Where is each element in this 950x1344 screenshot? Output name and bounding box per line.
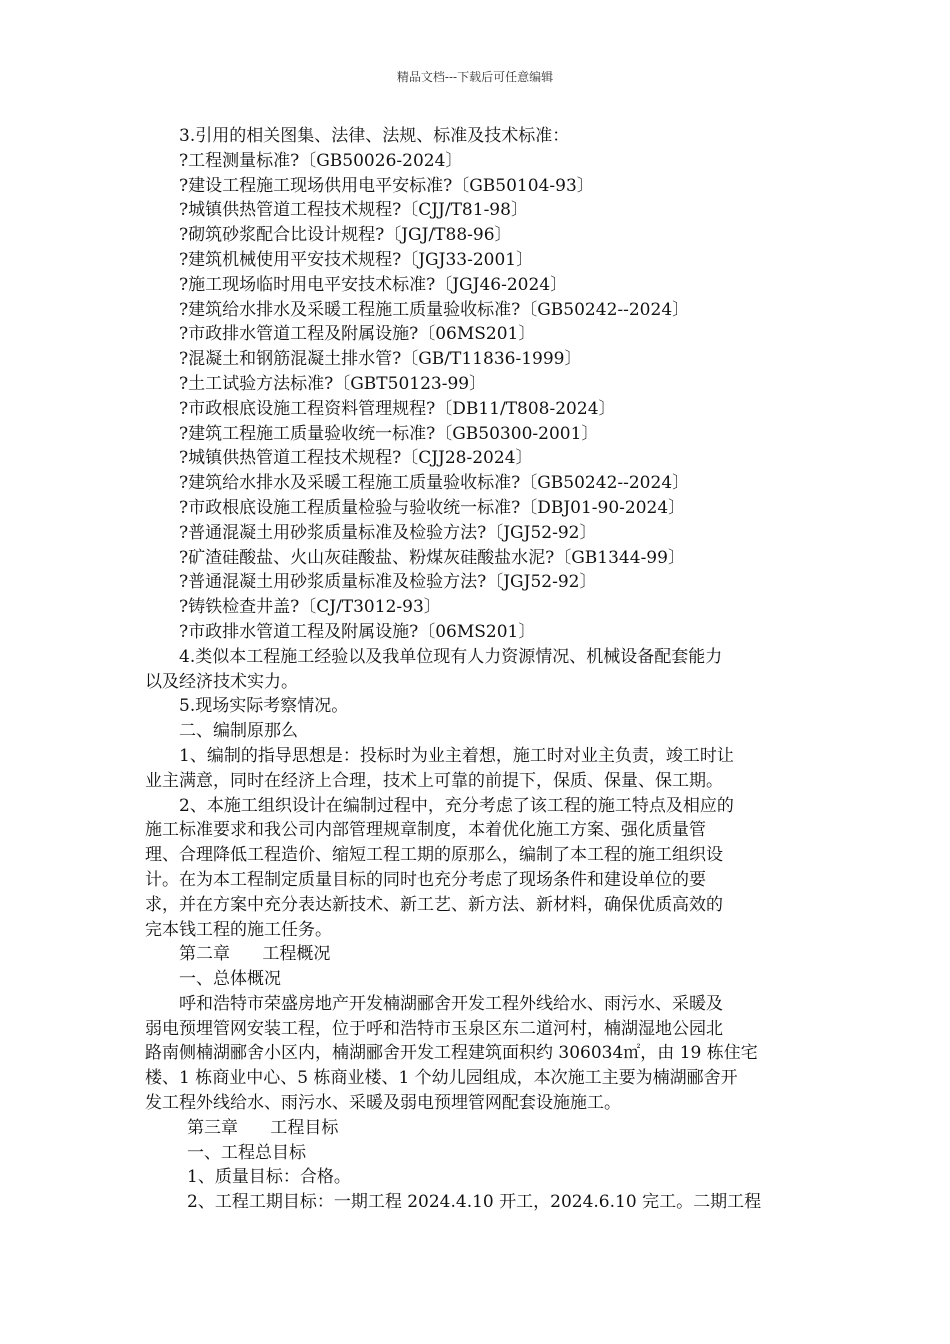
standard-item: ?铸铁检查井盖?〔CJ/T3012-93〕 [179, 597, 441, 618]
standard-item: ?建筑给水排水及采暖工程施工质量验收标准?〔GB50242--2024〕 [179, 473, 690, 494]
chapter-heading-goals: 第三章 工程目标 [187, 1117, 339, 1138]
standard-item: ?矿渣硅酸盐、火山灰硅酸盐、粉煤灰硅酸盐水泥?〔GB1344-99〕 [179, 547, 685, 568]
paragraph-design-principle: 2、本施工组织设计在编制过程中，充分考虑了该工程的施工特点及相应的 施工标准要求和我公司内部管理规章制度，本着优化施工方案、强化质量管 理、合理降低工程造价、缩短工程工期的原那么，编制了本工程的施工组织设 计。在为本工程制定质量目标的同时也充分考虑了现场条件和建设单位的要 求，并在方案中充分表达新技术、新工艺、新方法、新材料，确保优质高效的 完本钱工程的施工任务。 [145, 795, 734, 940]
standard-item: ?建筑给水排水及采暖工程施工质量验收标准?〔GB50242--2024〕 [179, 299, 690, 320]
paragraph-project-overview: 呼和浩特市荣盛房地产开发楠湖郦舍开发工程外线给水、雨污水、采暖及 弱电预埋管网安装工程，位于呼和浩特市玉泉区东二道河村，楠湖湿地公园北 路南侧楠湖郦舍小区内，楠湖郦舍开发工程建筑面积约 306034㎡，由 19 栋住宅 楼、1 栋商业中心、5 栋商业楼、1 个幼儿园组成，本次施工主要为楠湖郦舍开 发工程外线给水、雨污水、采暖及弱电预埋管网配套设施施工。 [145, 993, 758, 1114]
section-heading-principles: 二、编制原那么 [179, 721, 298, 742]
standard-item: ?普通混凝土用砂浆质量标准及检验方法?〔JGJ52-92〕 [179, 572, 597, 593]
section-heading-goals: 一、工程总目标 [187, 1142, 306, 1163]
chapter-heading-overview: 第二章 工程概况 [179, 944, 331, 965]
standard-item: ?建设工程施工现场供用电平安标准?〔GB50104-93〕 [179, 175, 594, 196]
standard-item: ?城镇供热管道工程技术规程?〔CJJ/T81-98〕 [179, 200, 528, 221]
schedule-goal-line: 2、工程工期目标：一期工程 2024.4.10 开工，2024.6.10 完工。二期工程 [187, 1192, 762, 1213]
standard-item: ?混凝土和钢筋混凝土排水管?〔GB/T11836-1999〕 [179, 349, 582, 370]
standard-item: ?城镇供热管道工程技术规程?〔CJJ28-2024〕 [179, 448, 533, 469]
standard-item: ?建筑机械使用平安技术规程?〔JGJ33-2001〕 [179, 249, 534, 270]
standards-list [145, 124, 809, 645]
standard-item: ?施工现场临时用电平安技术标准?〔JGJ46-2024〕 [179, 274, 568, 295]
paragraph-experience: 4.类似本工程施工经验以及我单位现有人力资源情况、机械设备配套能力 以及经济技术实力。 [145, 646, 723, 692]
standards-heading: 3.引用的相关图集、法律、法规、标准及技术标准： [179, 126, 570, 146]
standard-item: ?工程测量标准?〔GB50026-2024〕 [179, 150, 463, 171]
standard-item: ?市政排水管道工程及附属设施?〔06MS201〕 [179, 621, 536, 642]
document-body [145, 124, 809, 1215]
site-survey-line: 5.现场实际考察情况。 [179, 696, 349, 717]
standard-item: ?土工试验方法标准?〔GBT50123-99〕 [179, 373, 487, 394]
standard-item: ?普通混凝土用砂浆质量标准及检验方法?〔JGJ52-92〕 [179, 522, 597, 543]
standard-item: ?砌筑砂浆配合比设计规程?〔JGJ/T88-96〕 [179, 225, 512, 246]
page-header: 精品文档---下载后可任意编辑 [396, 70, 554, 84]
standard-item: ?建筑工程施工质量验收统一标准?〔GB50300-2001〕 [179, 423, 599, 444]
paragraph-guiding-idea: 1、编制的指导思想是：投标时为业主着想，施工时对业主负责，竣工时让 业主满意，同时在经济上合理，技术上可靠的前提下，保质、保量、保工期。 [145, 745, 734, 791]
standard-item: ?市政根底设施工程资料管理规程?〔DB11/T808-2024〕 [179, 398, 616, 419]
quality-goal-line: 1、质量目标：合格。 [187, 1167, 351, 1188]
standard-item: ?市政排水管道工程及附属设施?〔06MS201〕 [179, 324, 536, 345]
standard-item: ?市政根底设施工程质量检验与验收统一标准?〔DBJ01-90-2024〕 [179, 497, 686, 518]
section-heading-overview: 一、总体概况 [179, 969, 281, 990]
